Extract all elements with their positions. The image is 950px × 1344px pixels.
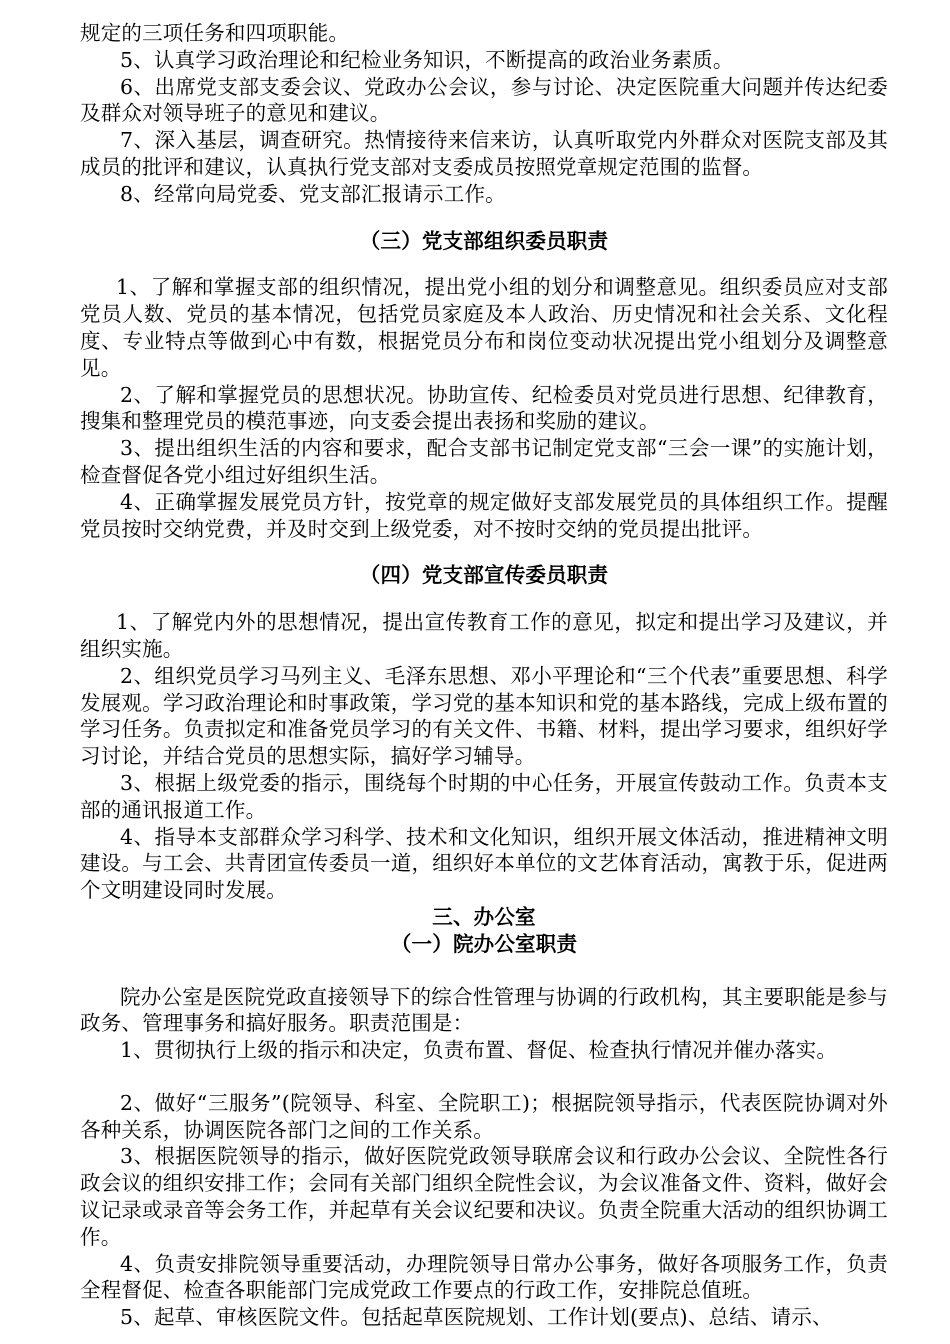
paragraph: 2、做好“三服务”(院领导、科室、全院职工)；根据院领导指示，代表医院协调对外各种关系，协调医院各部门之间的工作关系。 xyxy=(80,1090,888,1142)
paragraph: 3、根据上级党委的指示，围绕每个时期的中心任务，开展宣传鼓动工作。负责本支部的通讯报道工作。 xyxy=(80,770,888,822)
paragraph: 4、正确掌握发展党员方针，按党章的规定做好支部发展党员的具体组织工作。提醒党员按时交纳党费，并及时交到上级党委，对不按时交纳的党员提出批评。 xyxy=(80,489,888,541)
paragraph: 5、认真学习政治理论和纪检业务知识，不断提高的政治业务素质。 xyxy=(120,47,734,72)
section-heading-propaganda: （四）党支部宣传委员职责 xyxy=(359,563,609,588)
paragraph: 2、了解和掌握党员的思想状况。协助宣传、纪检委员对党员进行思想、纪律教育，搜集和整理党员的模范事迹，向支委会提出表扬和奖励的建议。 xyxy=(80,382,888,434)
paragraph: 4、指导本支部群众学习科学、技术和文化知识，组织开展文体活动，推进精神文明建设。与工会、共青团宣传委员一道，组织好本单位的文艺体育活动，寓教于乐，促进两个文明建设同时发展。 xyxy=(80,824,888,903)
section-heading-office: 三、办公室 xyxy=(432,904,536,929)
paragraph: 6、出席党支部支委会议、党政办公会议，参与讨论、决定医院重大问题并传达纪委及群众对领导班子的意见和建议。 xyxy=(80,74,888,126)
paragraph: 院办公室是医院党政直接领导下的综合性管理与协调的行政机构，其主要职能是参与政务、管理事务和搞好服务。职责范围是： xyxy=(80,984,888,1036)
paragraph: 7、深入基层，调查研究。热情接待来信来访，认真听取党内外群众对医院支部及其成员的批评和建议，认真执行党支部对支委成员按照党章规定范围的监督。 xyxy=(80,128,888,179)
section-heading-organization: （三）党支部组织委员职责 xyxy=(359,228,609,253)
subsection-heading-office-duties: （一）院办公室职责 xyxy=(390,931,578,956)
paragraph: 3、提出组织生活的内容和要求，配合支部书记制定党支部“三会一课”的实施计划，检查督促各党小组过好组织生活。 xyxy=(80,436,888,487)
paragraph: 规定的三项任务和四项职能。 xyxy=(80,21,350,45)
paragraph: 4、负责安排院领导重要活动，办理院领导日常办公事务，做好各项服务工作，负责全程督促、检查各职能部门完成党政工作要点的行政工作，安排院总值班。 xyxy=(80,1251,888,1303)
paragraph: 1、了解党内外的思想情况，提出宣传教育工作的意见，拟定和提出学习及建议，并组织实施。 xyxy=(80,610,888,661)
document-page xyxy=(80,20,888,1331)
paragraph: 3、根据医院领导的指示，做好医院党政领导联席会议和行政办公会议、全院性各行政会议的组织安排工作；会同有关部门组织全院性会议，为会议准备文件、资料，做好会议记录或录音等会务工作，并起草有关会议纪要和决议。负责全院重大活动的组织协调工作。 xyxy=(80,1144,888,1249)
paragraph: 5、起草、审核医院文件。包括起草医院规划、工作计划(要点)、总结、请示、 xyxy=(120,1305,833,1330)
paragraph: 2、组织党员学习马列主义、毛泽东思想、邓小平理论和“三个代表”重要思想、科学发展观。学习政治理论和时事政策，学习党的基本知识和党的基本路线，完成上级布置的学习任务。负责拟定和准备党员学习的有关文件、书籍、材料，提出学习要求，组织好学习讨论，并结合党员的思想实际，搞好学习辅导。 xyxy=(80,663,888,769)
paragraph: 1、了解和掌握支部的组织情况，提出党小组的划分和调整意见。组织委员应对支部党员人数、党员的基本情况，包括党员家庭及本人政治、历史情况和社会关系、文化程度、专业特点等做到心中有数，根据党员分布和岗位变动状况提出党小组划分及调整意见。 xyxy=(80,275,888,380)
paragraph: 1、贯彻执行上级的指示和决定，负责布置、督促、检查执行情况并催办落实。 xyxy=(120,1038,838,1063)
paragraph: 8、经常向局党委、党支部汇报请示工作。 xyxy=(120,181,506,206)
